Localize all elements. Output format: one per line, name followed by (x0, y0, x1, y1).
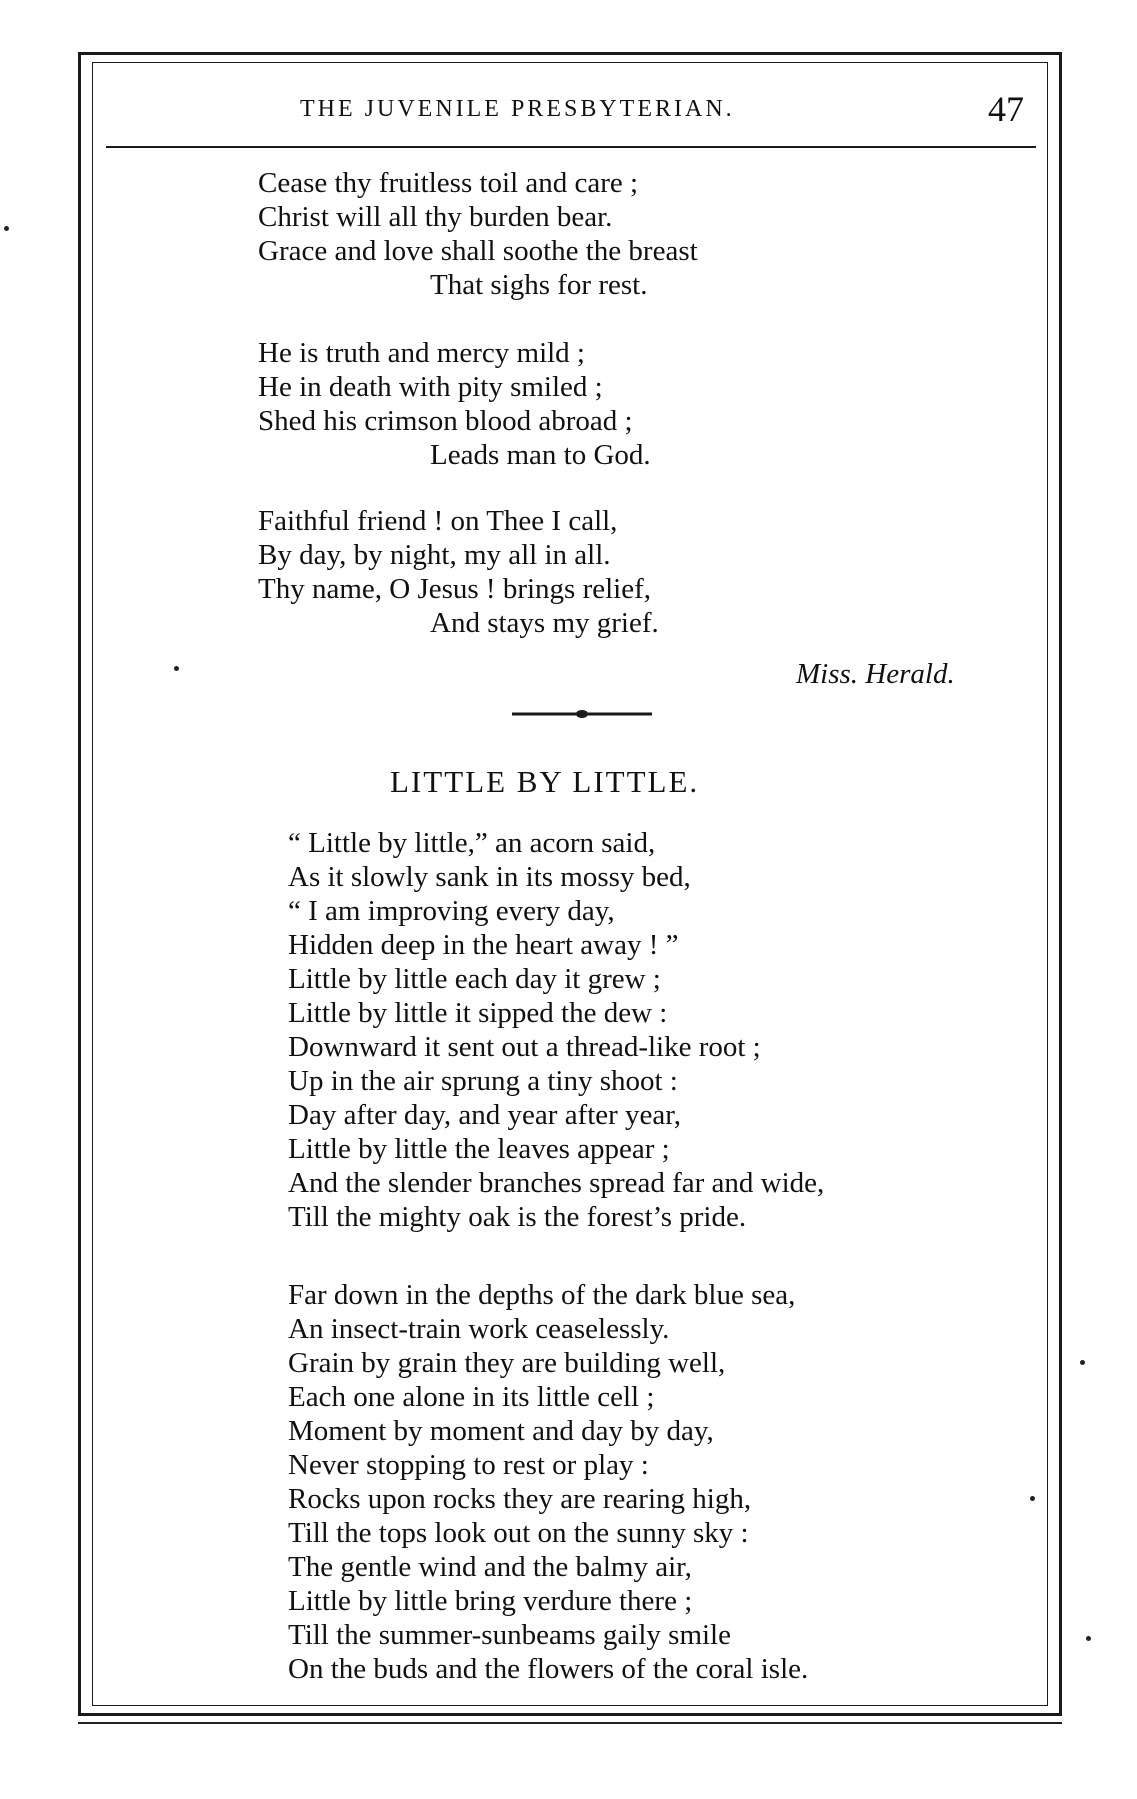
attribution: Miss. Herald. (796, 658, 955, 690)
ornament-divider (512, 706, 652, 722)
ink-speck (1080, 1360, 1085, 1365)
ink-speck (1086, 1636, 1091, 1641)
page-number: 47 (988, 89, 1024, 129)
ink-speck (4, 226, 9, 231)
header-rule (106, 146, 1036, 148)
ink-speck (1030, 1496, 1035, 1501)
ink-speck (174, 666, 179, 671)
poem-line: An insect-train work ceaselessly. (288, 1313, 670, 1345)
poem-line: He is truth and mercy mild ; (258, 337, 585, 369)
poem-line: Up in the air sprung a tiny shoot : (288, 1065, 678, 1097)
poem-line: Hidden deep in the heart away ! ” (288, 929, 679, 961)
poem-line: “ Little by little,” an acorn said, (288, 827, 656, 859)
poem-one-stanza-2 (258, 336, 651, 472)
poem-line: Grain by grain they are building well, (288, 1347, 726, 1379)
poem-line: On the buds and the flowers of the coral isle. (288, 1653, 809, 1685)
poem-line: Never stopping to rest or play : (288, 1449, 649, 1481)
poem-line: Downward it sent out a thread-like root ; (288, 1031, 761, 1063)
poem-line: Little by little the leaves appear ; (288, 1133, 670, 1165)
poem-line: Shed his crimson blood abroad ; (258, 405, 633, 437)
poem-line: That sighs for rest. (430, 269, 648, 301)
poem-line: Till the summer-sunbeams gaily smile (288, 1619, 731, 1651)
poem-title: LITTLE BY LITTLE. (390, 764, 700, 799)
poem-line: Faithful friend ! on Thee I call, (258, 505, 618, 537)
poem-line: Till the tops look out on the sunny sky : (288, 1517, 749, 1549)
running-head: THE JUVENILE PRESBYTERIAN. (300, 96, 735, 122)
poem-line: Thy name, O Jesus ! brings relief, (258, 573, 652, 605)
poem-line: He in death with pity smiled ; (258, 371, 603, 403)
poem-line: By day, by night, my all in all. (258, 539, 611, 571)
poem-line: Till the mighty oak is the forest’s pride. (288, 1201, 747, 1233)
poem-line: The gentle wind and the balmy air, (288, 1551, 692, 1583)
poem-line: As it slowly sank in its mossy bed, (288, 861, 691, 893)
poem-one-stanza-1 (258, 166, 698, 302)
poem-line: Rocks upon rocks they are rearing high, (288, 1483, 752, 1515)
poem-line: And the slender branches spread far and wide, (288, 1167, 825, 1199)
bottom-rule (78, 1722, 1062, 1724)
poem-line: Grace and love shall soothe the breast (258, 235, 698, 267)
poem-line: And stays my grief. (430, 607, 659, 639)
poem-line: Each one alone in its little cell ; (288, 1381, 655, 1413)
poem-line: Christ will all thy burden bear. (258, 201, 613, 233)
poem-line: Moment by moment and day by day, (288, 1415, 714, 1447)
poem-line: “ I am improving every day, (288, 895, 615, 927)
poem-two-stanza-1 (288, 826, 824, 1234)
poem-line: Cease thy fruitless toil and care ; (258, 167, 639, 199)
poem-line: Little by little bring verdure there ; (288, 1585, 693, 1617)
poem-line: Far down in the depths of the dark blue sea, (288, 1279, 796, 1311)
poem-one-stanza-3 (258, 504, 659, 640)
poem-line: Day after day, and year after year, (288, 1099, 682, 1131)
poem-line: Leads man to God. (430, 439, 651, 471)
poem-two-stanza-2 (288, 1278, 808, 1686)
poem-line: Little by little each day it grew ; (288, 963, 661, 995)
poem-line: Little by little it sipped the dew : (288, 997, 668, 1029)
